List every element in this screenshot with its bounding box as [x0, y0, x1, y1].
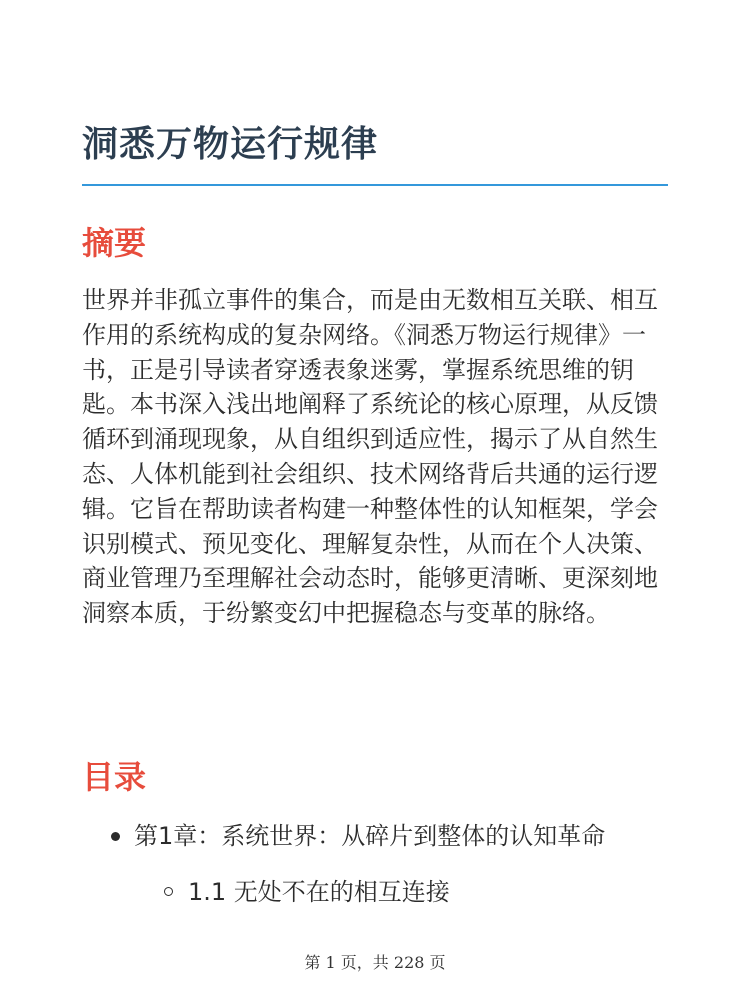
abstract-heading: 摘要	[82, 224, 147, 262]
toc-chapter-label: 第1章：系统世界：从碎片到整体的认知革命	[134, 822, 606, 850]
toc-heading: 目录	[82, 758, 147, 796]
bullet-circle-icon	[164, 887, 173, 896]
abstract-paragraph: 世界并非孤立事件的集合，而是由无数相互关联、相互作用的系统构成的复杂网络。《洞悉万物运行规律》一书，正是引导读者穿透表象迷雾，掌握系统思维的钥匙。本书深入浅出地阐释了系统论的核心原理，从反馈循环到涌现现象，从自组织到适应性，揭示了从自然生态、人体机能到社会组织、技术网络背后共通的运行逻辑。它旨在帮助读者构建一种整体性的认知框架，学会识别模式、预见变化、理解复杂性，从而在个人决策、商业管理乃至理解社会动态时，能够更清晰、更深刻地洞察本质，于纷繁变幻中把握稳态与变革的脉络。	[82, 286, 658, 628]
bullet-disc-icon	[111, 832, 120, 841]
toc-list	[0, 816, 750, 912]
title-divider	[82, 184, 668, 186]
toc-section-label: 1.1 无处不在的相互连接	[188, 878, 450, 906]
toc-section-item	[0, 872, 750, 912]
toc-chapter-item	[0, 816, 750, 856]
page-number-footer: 第 1 页，共 228 页	[304, 953, 446, 972]
document-title: 洞悉万物运行规律	[82, 124, 379, 165]
